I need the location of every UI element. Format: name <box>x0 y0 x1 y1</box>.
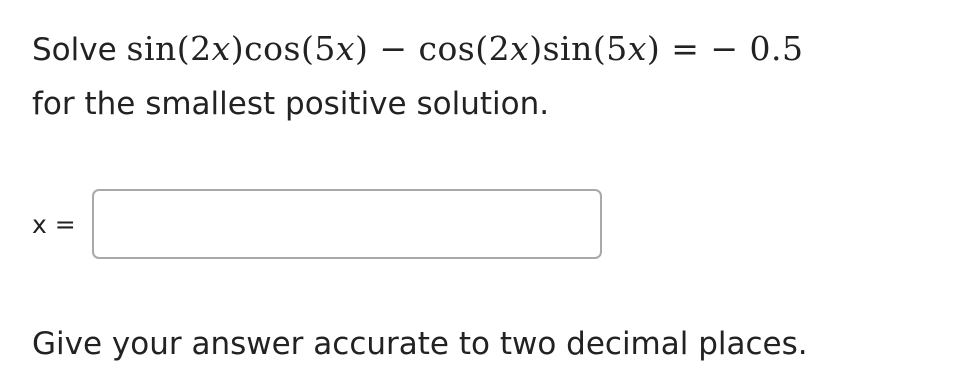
equation-variable: x <box>510 29 530 68</box>
answer-input[interactable] <box>92 189 602 259</box>
equation-part: sin(2 <box>126 29 212 68</box>
problem-line-1 <box>32 22 962 77</box>
equation-variable: x <box>627 29 647 68</box>
equation-part: )sin(5 <box>529 29 628 68</box>
equation-variable: x <box>335 29 355 68</box>
answer-row <box>32 186 602 262</box>
problem-statement <box>32 22 962 131</box>
equation-part: ) = − 0.5 <box>646 29 804 68</box>
solve-word: Solve <box>32 32 117 68</box>
equation-part: ) − cos(2 <box>354 29 511 68</box>
instruction-text: Give your answer accurate to two decimal places. <box>32 326 808 362</box>
equation-part: )cos(5 <box>230 29 336 68</box>
equation <box>127 29 804 68</box>
equation-variable: x <box>211 29 231 68</box>
problem-line-2: for the smallest positive solution. <box>32 86 550 122</box>
answer-label: x = <box>32 209 76 239</box>
